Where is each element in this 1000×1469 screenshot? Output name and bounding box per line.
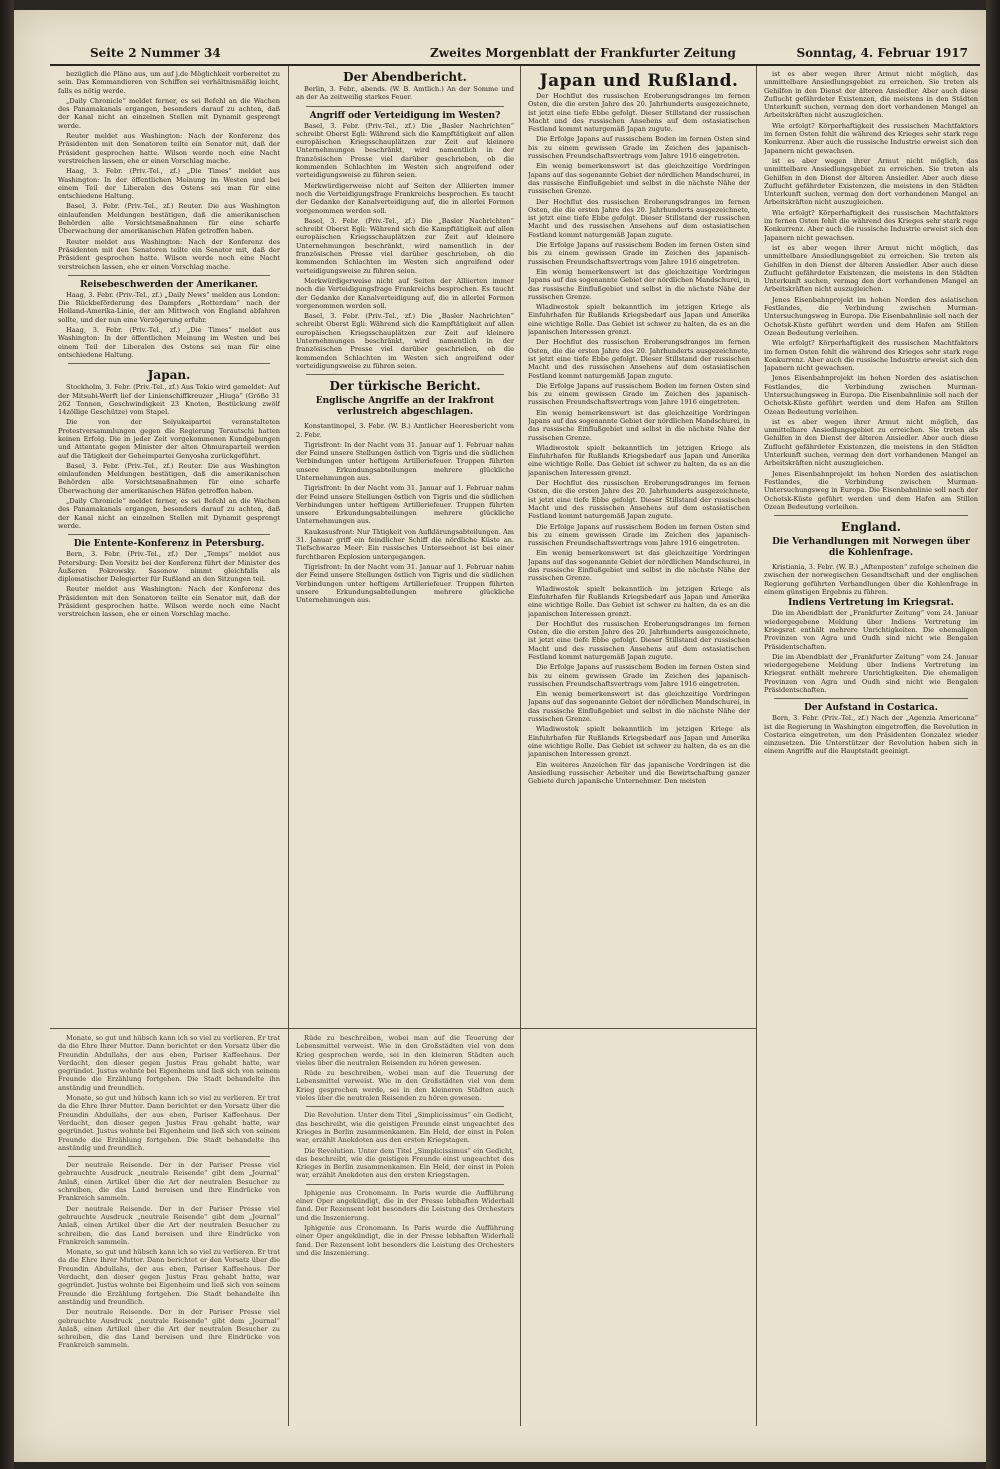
- masthead: Zweites Morgenblatt der Frankfurter Zeitung: [430, 46, 736, 60]
- article-text: Tigrisfront: In der Nacht vom 31. Januar auf 1. Februar nahm der Feind unsere Stellungen östlich von Tigris und die südlichen Verbindungen unter heftigem Artilleriefeuer. Truppen führten unsere Erkundungsabteilungen mehrere glückliche Unternehmungen aus.: [296, 484, 514, 526]
- column-2: [296, 70, 514, 1020]
- feuilleton-text: Der neutrale Reisende. Der in der Pariser Presse viel gebrauchte Ausdruck „neutrale Reisende“ gibt dem „Journal“ Anlaß, einen Artikel über die Art der neutralen Besucher zu schreiben, die das Land bereisen und ihre Eindrücke von Frankreich sammeln.: [58, 1161, 280, 1203]
- article-text: Reuter meldet aus Washington: Nach der Konferenz des Präsidenten mit den Senatoren teilte ein Senator mit, daß der Präsident gesprochen hatte. Wilson werde noch eine Nacht verstreichen lassen, ehe er einen Vorschlag mache.: [58, 237, 280, 271]
- article-text: Die im Abendblatt der „Frankfurter Zeitung“ vom 24. Januar wiedergegebene Meldung über Indiens Vertretung im Kriegsrat enthält mehrere Unrichtigkeiten. Die ehemaligen Provinzen von Agra und Oudh sind nicht wie Bengalen Präsidentschaften.: [764, 609, 978, 651]
- divider: [68, 1156, 270, 1157]
- column-1: [58, 70, 280, 1020]
- article-text: Stockholm, 3. Febr. (Priv.-Tel., zf.) Aus Tokio wird gemeldet: Auf der Mitsubi-Werft lief der Linienschiffkreuzer „Hiuga“ (Größe 31 262 Tonnen, Geschwindigkeit 23 Knoten, Bestückung zwölf 14zöllige Geschütze) vom Stapel.: [58, 383, 280, 417]
- article-text: Kristiania, 3. Febr. (W. B.) „Aftenposten“ zufolge scheinen die zwischen der norwegischen Gesandtschaft und der englischen Regierung geführten Verhandlungen über die Kohlenfrage in einem günstigen Ergebnis zu führen.: [764, 563, 978, 597]
- headline: Reisebeschwerden der Amerikaner.: [79, 279, 259, 290]
- article-text: ist es aber wegen ihrer Armut nicht möglich, das unmittelbare Ansiedlungsgebiet zu erreichen. Sie treten als Gehilfen in den Dienst der älteren Ansiedler. Aber auch diese Zuflucht gefährdeter Existenzen, die meistens in den Städten Unterkunft suchen, vermag den dort vorhandenen Mangel an Arbeitskräften nicht auszugleichen.: [764, 417, 978, 468]
- article-text: Berlin, 3. Febr., abends. (W. B. Amtlich.) An der Somme und an der Aa zeitweilig starkes Feuer.: [296, 85, 514, 102]
- article-text: Bern, 3. Febr. (Priv.-Tel., zf.) Nach der „Agenzia Americana“ ist die Regierung in Washington eingetroffen, die Revolution in Costarica eingetreten, um den Präsidenten Gonzalez wieder einzusetzen. Die Unterstützer der Revolution haben sich in einem Angriffe auf die Hauptstadt geeinigt.: [764, 714, 978, 756]
- article-text: Ein wenig bemerkenswert ist das gleichzeitige Vordringen Japans auf das sogenannte Gebiet der nördlichen Mandschurei, in das russische Einflußgebiet und selbst in die nächste Nähe der russischen Grenze.: [528, 162, 750, 196]
- scan-border-left: [0, 0, 14, 1469]
- divider: [774, 515, 968, 516]
- article-text: ist es aber wegen ihrer Armut nicht möglich, das unmittelbare Ansiedlungsgebiet zu erreichen. Sie treten als Gehilfen in den Dienst der älteren Ansiedler. Aber auch diese Zuflucht gefährdeter Existenzen, die meistens in den Städten Unterkunft suchen, vermag den dort vorhandenen Mangel an Arbeitskräften nicht auszugleichen.: [764, 243, 978, 294]
- headline: Der Abendbericht.: [343, 70, 467, 84]
- feuilleton-text: Monate, so gut und hübsch kann ich so viel zu verlieren. Er trat da die Ehre Ihrer Mutter. Dann berichtet er den Vorsatz über die Freundin Abdullahs, der aus eben, Pariser Kaffeehaus. Der Verdacht, den dieser gegen Justus Frau gehabt hatte, war gegründet. Justus wohnte bei Eigenheim und ließ sich von seinem Freunde die Erzählung fortgehen. Die Stadt behandelte ihn anständig und freundlich.: [58, 1248, 280, 1306]
- feuilleton-text: Der neutrale Reisende. Der in der Pariser Presse viel gebrauchte Ausdruck „neutrale Reisende“ gibt dem „Journal“ Anlaß, einen Artikel über die Art der neutralen Besucher zu schreiben, die das Land bereisen und ihre Eindrücke von Frankreich sammeln.: [58, 1308, 280, 1350]
- subheadline: Englische Angriffe an der Irakfront verlustreich abgeschlagen.: [315, 396, 495, 418]
- feuilleton-text: Rüde zu beschreiben, wobei man auf die Teuerung der Lebensmittel verweist. Wie in den Großstädten viel von dem Krieg gesprochen werde, sei in den kleineren Städten auch vieles über die neutralen Reisenden zu hören gewesen.: [296, 1034, 514, 1067]
- column-rule-3: [756, 66, 757, 1426]
- feuilleton-column-1: [58, 1034, 280, 1424]
- article-text: Basel, 3. Febr. (Priv.-Tel., zf.) Die „Basler Nachrichten“ schreibt Oberst Egli: Während sich die Kampftätigkeit auf allen europäischen Kriegsschauplätzen zur Zeit auf kleinere Unternehmungen beschränkt, wird namentlich in der französischen Presse viel darüber geschrieben, ob die kommenden Schlachten im Westen sich angreifend oder verteidigungsweise zu führen seien.: [296, 312, 514, 370]
- article-text: Die Erfolge Japans auf russischem Boden im fernen Osten sind bis zu einem gewissen Grade im Zeichen des japanisch-russischen Freundschaftsvertrags vom Jahre 1916 eingetreten.: [528, 381, 750, 407]
- article-text: ist es aber wegen ihrer Armut nicht möglich, das unmittelbare Ansiedlungsgebiet zu erreichen. Sie treten als Gehilfen in den Dienst der älteren Ansiedler. Aber auch diese Zuflucht gefährdeter Existenzen, die meistens in den Städten Unterkunft suchen, vermag den dort vorhandenen Mangel an Arbeitskräften nicht auszugleichen.: [764, 70, 978, 120]
- divider: [306, 1184, 504, 1185]
- divider: [68, 275, 270, 276]
- feuilleton-text: Rüde zu beschreiben, wobei man auf die Teuerung der Lebensmittel verweist. Wie in den Großstädten viel von dem Krieg gesprochen werde, sei in den kleineren Städten auch vieles über die neutralen Reisenden zu hören gewesen.: [296, 1069, 514, 1103]
- page-number: Seite 2 Nummer 34: [90, 46, 221, 60]
- article-text: Basel, 3. Febr. (Priv.-Tel., zf.) Die „Basler Nachrichten“ schreibt Oberst Egli: Während sich die Kampftätigkeit auf allen europäischen Kriegsschauplätzen zur Zeit auf kleinere Unternehmungen beschränkt, wird namentlich in der französischen Presse viel darüber geschrieben, ob die kommenden Schlachten im Westen sich angreifend oder verteidigungsweise zu führen seien.: [296, 121, 514, 180]
- article-text: Die von der Seiyukaipartei veranstalteten Protestversammlungen gegen die Regierung Terautschi hatten keinen Erfolg. Die in jeder Zeit vorgekommenen Kundgebungen und Attentate gegen Minister der alten Ohmuraparteil werden auf die Tätigkeit der Geheimpartei Genyosha zurückgeführt.: [58, 418, 280, 460]
- article-text: Ein wenig bemerkenswert ist das gleichzeitige Vordringen Japans auf das sogenannte Gebiet der nördlichen Mandschurei, in das russische Einflußgebiet und selbst in die nächste Nähe der russischen Grenze.: [528, 549, 750, 583]
- article-text: Jenes Eisenbahnprojekt im hohen Norden des asiatischen Festlandes, die Verbindung zwischen Murman-Untersuchungsweg in Europa. Die Eisenbahnlinie soll nach der Ochotsk-Küste geführt werden und dem Hafen am Stillen Ozean Bedeutung verleihen.: [764, 295, 978, 337]
- divider: [306, 374, 504, 375]
- article-text: Bern, 3. Febr. (Priv.-Tel., zf.) Der „Temps“ meldet aus Petersburg: Den Vorsitz bei der Konferenz führt der Minister des Äußeren Pokrowsky. Sasonow nimmt gleichfalls als diplomatischer Delegierter für Rußland an den Sitzungen teil.: [58, 550, 280, 584]
- headline: Die Entente-Konferenz in Petersburg.: [73, 539, 265, 550]
- feuilleton-text: Monate, so gut und hübsch kann ich so viel zu verlieren. Er trat da die Ehre Ihrer Mutter. Dann berichtet er den Vorsatz über die Freundin Abdullahs, der aus eben, Pariser Kaffeehaus. Der Verdacht, den dieser gegen Justus Frau gehabt hatte, war gegründet. Justus wohnte bei Eigenheim und ließ sich von seinem Freunde die Erzählung fortgehen. Die Stadt behandelte ihn anständig und freundlich.: [58, 1034, 280, 1092]
- headline: Der Aufstand in Costarica.: [804, 703, 938, 714]
- article-text: Konstantinopel, 3. Febr. (W. B.) Amtlicher Heeresbericht vom 2. Febr.: [296, 422, 514, 439]
- issue-date: Sonntag, 4. Februar 1917: [796, 46, 968, 60]
- headline: Der türkische Bericht.: [329, 379, 481, 394]
- article-text: Wladiwostok spielt bekanntlich im jetzigen Kriege als Einfuhrhafen für Rußlands Kriegsbedarf aus Japan und Amerika eine wichtige Rolle. Das Gebiet ist schwer zu halten, da es an die japanischen Interessen grenzt.: [528, 443, 750, 477]
- article-text: Der Hochflut des russischen Eroberungsdranges im fernen Osten, die die ersten Jahre des 20. Jahrhunderts ausgezeichnete, ist jetzt eine tiefe Ebbe gefolgt. Dieser Stillstand der russischen Macht und des russischen Ansehens auf dem ostasiatischen Festland kommt naturgemäß Japan zugute.: [528, 619, 750, 661]
- article-text: Die im Abendblatt der „Frankfurter Zeitung“ vom 24. Januar wiedergegebene Meldung über Indiens Vertretung im Kriegsrat enthält mehrere Unrichtigkeiten. Die ehemaligen Provinzen von Agra und Oudh sind nicht wie Bengalen Präsidentschaften.: [764, 652, 978, 694]
- feuilleton-column-2: [296, 1034, 514, 1424]
- divider: [306, 106, 504, 107]
- article-text: Tigrisfront: In der Nacht vom 31. Januar auf 1. Februar nahm der Feind unsere Stellungen östlich von Tigris und die südlichen Verbindungen unter heftigem Artilleriefeuer. Truppen führten unsere Erkundungsabteilungen mehrere glückliche Unternehmungen aus.: [296, 440, 514, 482]
- feuilleton-text: Die Revolution. Unter dem Titel „Simplicissimus“ ein Gedicht, das beschreibt, wie die geistigen Freunde einst ungeachtet des Krieges in Berlin zusammenkamen. Ein Held, der einst in Polen war, erzählt Anekdoten aus den ersten Kriegstagen.: [296, 1146, 514, 1180]
- article-text: Tigrisfront: In der Nacht vom 31. Januar auf 1. Februar nahm der Feind unsere Stellungen östlich von Tigris und die südlichen Verbindungen unter heftigem Artilleriefeuer. Truppen führten unsere Erkundungsabteilungen mehrere glückliche Unternehmungen aus.: [296, 562, 514, 605]
- feuilleton-text: Iphigenie aus Cronomann. In Paris wurde die Aufführung einer Oper angekündigt, die in der Presse lebhaften Widerhall fand. Der Rezensent lobt besonders die Leistung des Orchesters und die Inszenierung.: [296, 1223, 514, 1257]
- headline: Indiens Vertretung im Kriegsrat.: [788, 598, 954, 609]
- article-text: „Daily Chronicle“ meldet ferner, es sei Befehl an die Wachen des Panamakanals ergangen, besonders darauf zu achten, daß der Kanal nicht an einzelnen Stellen mit Dynamit gesprengt werde.: [58, 96, 280, 130]
- article-text: Basel, 3. Febr. (Priv.-Tel., zf.) Die „Basler Nachrichten“ schreibt Oberst Egli: Während sich die Kampftätigkeit auf allen europäischen Kriegsschauplätzen zur Zeit auf kleinere Unternehmungen beschränkt, wird namentlich in der französischen Presse viel darüber geschrieben, ob die kommenden Schlachten im Westen sich angreifend oder verteidigungsweise zu führen seien.: [296, 216, 514, 275]
- column-rule-1: [288, 66, 289, 1426]
- page-header: [50, 44, 980, 66]
- column-3: [528, 70, 750, 1422]
- article-text: Wladiwostok spielt bekanntlich im jetzigen Kriege als Einfuhrhafen für Rußlands Kriegsbedarf aus Japan und Amerika eine wichtige Rolle. Das Gebiet ist schwer zu halten, da es an die japanischen Interessen grenzt.: [528, 303, 750, 337]
- article-text: Ein wenig bemerkenswert ist das gleichzeitige Vordringen Japans auf das sogenannte Gebiet der nördlichen Mandschurei, in das russische Einflußgebiet und selbst in die nächste Nähe der russischen Grenze.: [528, 690, 750, 724]
- article-text: Kaukasusfront: Nur Tätigkeit von Aufklärungsabteilungen. Am 31. Januar griff ein feindlicher Schiff die nördliche Küste an. Tiefschwarze Meer: Ein russisches Unterseeboot ist bei einer furchtbaren Explosion untergegangen.: [296, 527, 514, 561]
- article-text: Merkwürdigerweise nicht auf Seiten der Alliierten immer noch die Verteidigungsfrage Frankreichs besprochen. Es taucht der Gedanke der Kanalverteidigung auf, die in allerlei Formen vorgenommen werden soll.: [296, 276, 514, 310]
- article-text: Ein wenig bemerkenswert ist das gleichzeitige Vordringen Japans auf das sogenannte Gebiet der nördlichen Mandschurei, in das russische Einflußgebiet und selbst in die nächste Nähe der russischen Grenze.: [528, 408, 750, 442]
- article-text: bezüglich die Pläne aus, um auf j.de Möglichkeit vorbereitet zu sein. Das Kommandieren von Schiffen sei verhältnismäßig leicht, falls es nötig werde.: [58, 70, 280, 95]
- article-text: Jenes Eisenbahnprojekt im hohen Norden des asiatischen Festlandes, die Verbindung zwischen Murman-Untersuchungsweg in Europa. Die Eisenbahnlinie soll nach der Ochotsk-Küste geführt werden und dem Hafen am Stillen Ozean Bedeutung verleihen.: [764, 374, 978, 416]
- article-text: Die Erfolge Japans auf russischem Boden im fernen Osten sind bis zu einem gewissen Grade im Zeichen des japanisch-russischen Freundschaftsvertrags vom Jahre 1916 eingetreten.: [528, 663, 750, 688]
- feuilleton-text: Iphigenie aus Cronomann. In Paris wurde die Aufführung einer Oper angekündigt, die in der Presse lebhaften Widerhall fand. Der Rezensent lobt besonders die Leistung des Orchesters und die Inszenierung.: [296, 1188, 514, 1222]
- divider: [68, 363, 270, 364]
- article-text: Der Hochflut des russischen Eroberungsdranges im fernen Osten, die die ersten Jahre des 20. Jahrhunderts ausgezeichnete, ist jetzt eine tiefe Ebbe gefolgt. Dieser Stillstand der russischen Macht und des russischen Ansehens auf dem ostasiatischen Festland kommt naturgemäß Japan zugute.: [528, 479, 750, 521]
- headline: Japan und Rußland.: [539, 71, 739, 91]
- article-text: Die Erfolge Japans auf russischem Boden im fernen Osten sind bis zu einem gewissen Grade im Zeichen des japanisch-russischen Freundschaftsvertrags vom Jahre 1916 eingetreten.: [528, 522, 750, 548]
- article-text: Haag, 3. Febr. (Priv.-Tel., zf.) „Daily News“ melden aus London: Die Rückbeförderung des Dampfers „Rotterdam“ nach der Holland-Amerika-Linie, der am Mittwoch von England abfahren sollte, und der nun eine Verzögerung erfuhr.: [58, 290, 280, 324]
- article-text: Reuter meldet aus Washington: Nach der Konferenz des Präsidenten mit den Senatoren teilte ein Senator mit, daß der Präsident gesprochen hatte. Wilson werde noch eine Nacht verstreichen lassen, ehe er einen Vorschlag mache.: [58, 585, 280, 619]
- article-text: Der Hochflut des russischen Eroberungsdranges im fernen Osten, die die ersten Jahre des 20. Jahrhunderts ausgezeichnete, ist jetzt eine tiefe Ebbe gefolgt. Dieser Stillstand der russischen Macht und des russischen Ansehens auf dem ostasiatischen Festland kommt naturgemäß Japan zugute.: [528, 197, 750, 239]
- article-text: Wie erfolgt? Körperhaftigkeit des russischen Machtfaktors im fernen Osten fehlt die während des Krieges sehr stark rege Konkurrenz. Aber auch die russische Industrie erweist sich den Japanern nicht gewachsen.: [764, 121, 978, 155]
- article-text: Ein wenig bemerkenswert ist das gleichzeitige Vordringen Japans auf das sogenannte Gebiet der nördlichen Mandschurei, in das russische Einflußgebiet und selbst in die nächste Nähe der russischen Grenze.: [528, 267, 750, 301]
- scan-border-right: [986, 0, 1000, 1469]
- article-text: Reuter meldet aus Washington: Nach der Konferenz des Präsidenten mit den Senatoren teilte ein Senator mit, daß der Präsident gesprochen hatte. Wilson werde noch eine Nacht verstreichen lassen, ehe er einen Vorschlag mache.: [58, 132, 280, 165]
- headline: England.: [841, 520, 901, 535]
- article-text: Die Erfolge Japans auf russischem Boden im fernen Osten sind bis zu einem gewissen Grade im Zeichen des japanisch-russischen Freundschaftsvertrags vom Jahre 1916 eingetreten.: [528, 135, 750, 161]
- article-text: Haag, 3. Febr. (Priv.-Tel., zf.) „Die Times“ meldet aus Washington: In der öffentlichen Meinung im Westen und bei einem Teil der Liberalen des Ostens sei man für eine entschiedene Haltung.: [58, 326, 280, 359]
- article-text: Ein weiteres Anzeichen für das japanische Vordringen ist die Ansiedlung russischer Arbeiter und die Bewirtschaftung ganzer Gebiete durch japanische Unternehmer. Den meisten: [528, 760, 750, 786]
- article-text: ist es aber wegen ihrer Armut nicht möglich, das unmittelbare Ansiedlungsgebiet zu erreichen. Sie treten als Gehilfen in den Dienst der älteren Ansiedler. Aber auch diese Zuflucht gefährdeter Existenzen, die meistens in den Städten Unterkunft suchen, vermag den dort vorhandenen Mangel an Arbeitskräften nicht auszugleichen.: [764, 156, 978, 207]
- divider: [68, 534, 270, 535]
- feuilleton-text: Der neutrale Reisende. Der in der Pariser Presse viel gebrauchte Ausdruck „neutrale Reisende“ gibt dem „Journal“ Anlaß, einen Artikel über die Art der neutralen Besucher zu schreiben, die das Land bereisen und ihre Eindrücke von Frankreich sammeln.: [58, 1204, 280, 1246]
- article-text: Wie erfolgt? Körperhaftigkeit des russischen Machtfaktors im fernen Osten fehlt die während des Krieges sehr stark rege Konkurrenz. Aber auch die russische Industrie erweist sich den Japanern nicht gewachsen.: [764, 339, 978, 373]
- article-text: „Daily Chronicle“ meldet ferner, es sei Befehl an die Wachen des Panamakanals ergangen, besonders darauf zu achten, daß der Kanal nicht an einzelnen Stellen mit Dynamit gesprengt werde.: [58, 497, 280, 530]
- article-text: Basel, 3. Febr. (Priv.-Tel., zf.) Reuter. Die aus Washington einlaufenden Meldungen bestätigen, daß die amerikanischen Behörden alle Vorsichtsmaßnahmen für eine scharfe Überwachung der amerikanischen Häfen getroffen haben.: [58, 202, 280, 236]
- article-text: Der Hochflut des russischen Eroberungsdranges im fernen Osten, die die ersten Jahre des 20. Jahrhunderts ausgezeichnete, ist jetzt eine tiefe Ebbe gefolgt. Dieser Stillstand der russischen Macht und des russischen Ansehens auf dem ostasiatischen Festland kommt naturgemäß Japan zugute.: [528, 338, 750, 380]
- column-rule-2: [520, 66, 521, 1426]
- column-4: [764, 70, 978, 1422]
- feuilleton-text: Die Revolution. Unter dem Titel „Simplicissimus“ ein Gedicht, das beschreibt, wie die geistigen Freunde einst ungeachtet des Krieges in Berlin zusammenkamen. Ein Held, der einst in Polen war, erzählt Anekdoten aus den ersten Kriegstagen.: [296, 1111, 514, 1145]
- article-text: Die Erfolge Japans auf russischem Boden im fernen Osten sind bis zu einem gewissen Grade im Zeichen des japanisch-russischen Freundschaftsvertrags vom Jahre 1916 eingetreten.: [528, 241, 750, 266]
- subheadline: Die Verhandlungen mit Norwegen über die Kohlenfrage.: [772, 537, 970, 559]
- divider: [774, 698, 968, 699]
- article-text: Der Hochflut des russischen Eroberungsdranges im fernen Osten, die die ersten Jahre des 20. Jahrhunderts ausgezeichnete, ist jetzt eine tiefe Ebbe gefolgt. Dieser Stillstand der russischen Macht und des russischen Ansehens auf dem ostasiatischen Festland kommt naturgemäß Japan zugute.: [528, 92, 750, 134]
- headline: Japan.: [147, 368, 191, 383]
- article-text: Basel, 3. Febr. (Priv.-Tel., zf.) Reuter. Die aus Washington einlaufenden Meldungen bestätigen, daß die amerikanischen Behörden alle Vorsichtsmaßnahmen für eine scharfe Überwachung der amerikanischen Häfen getroffen haben.: [58, 461, 280, 495]
- article-text: Merkwürdigerweise nicht auf Seiten der Alliierten immer noch die Verteidigungsfrage Frankreichs besprochen. Es taucht der Gedanke der Kanalverteidigung auf, die in allerlei Formen vorgenommen werden soll.: [296, 181, 514, 215]
- article-text: Haag, 3. Febr. (Priv.-Tel., zf.) „Die Times“ meldet aus Washington: In der öffentlichen Meinung im Westen und bei einem Teil der Liberalen des Ostens sei man für eine entschiedene Haltung.: [58, 167, 280, 201]
- article-text: Wladiwostok spielt bekanntlich im jetzigen Kriege als Einfuhrhafen für Rußlands Kriegsbedarf aus Japan und Amerika eine wichtige Rolle. Das Gebiet ist schwer zu halten, da es an die japanischen Interessen grenzt.: [528, 584, 750, 618]
- feuilleton-text: Monate, so gut und hübsch kann ich so viel zu verlieren. Er trat da die Ehre Ihrer Mutter. Dann berichtet er den Vorsatz über die Freundin Abdullahs, der aus eben, Pariser Kaffeehaus. Der Verdacht, den dieser gegen Justus Frau gehabt hatte, war gegründet. Justus wohnte bei Eigenheim und ließ sich von seinem Freunde die Erzählung fortgehen. Die Stadt behandelte ihn anständig und freundlich.: [58, 1094, 280, 1152]
- article-text: Wie erfolgt? Körperhaftigkeit des russischen Machtfaktors im fernen Osten fehlt die während des Krieges sehr stark rege Konkurrenz. Aber auch die russische Industrie erweist sich den Japanern nicht gewachsen.: [764, 208, 978, 242]
- headline: Angriff oder Verteidigung im Westen?: [309, 110, 501, 121]
- article-text: Jenes Eisenbahnprojekt im hohen Norden des asiatischen Festlandes, die Verbindung zwischen Murman-Untersuchungsweg in Europa. Die Eisenbahnlinie soll nach der Ochotsk-Küste geführt werden und dem Hafen am Stillen Ozean Bedeutung verleihen.: [764, 469, 978, 511]
- divider: [306, 1106, 504, 1107]
- article-text: Wladiwostok spielt bekanntlich im jetzigen Kriege als Einfuhrhafen für Rußlands Kriegsbedarf aus Japan und Amerika eine wichtige Rolle. Das Gebiet ist schwer zu halten, da es an die japanischen Interessen grenzt.: [528, 725, 750, 759]
